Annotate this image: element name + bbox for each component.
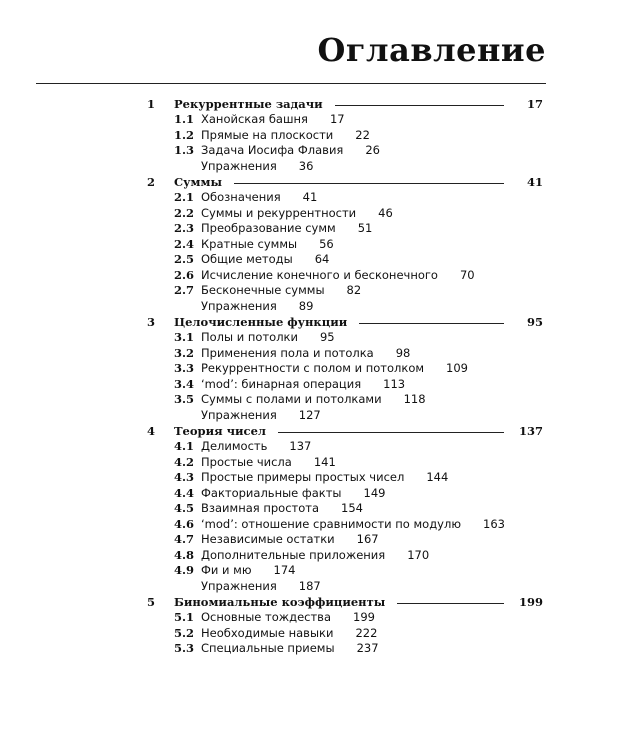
section-number: 5.2 [174, 625, 195, 640]
section-row[interactable] [0, 532, 644, 548]
section-entry [201, 470, 448, 486]
section-page-number: 26 [365, 143, 380, 157]
section-number: 2.4 [174, 236, 195, 251]
section-title: Специальные приемы [201, 641, 335, 655]
section-number: 2.2 [174, 205, 195, 220]
chapter-leader-line [335, 105, 504, 106]
chapter-leader-line [359, 323, 504, 324]
section-number: 4.1 [174, 439, 195, 453]
chapter-title-wrap [174, 174, 504, 190]
chapter-block [0, 174, 644, 314]
chapter-title-wrap [174, 594, 504, 610]
section-page-number: 98 [395, 345, 411, 360]
section-entry [201, 283, 361, 299]
section-page-number: 167 [356, 532, 379, 546]
section-entry [201, 392, 426, 408]
section-page-number: 82 [346, 283, 362, 297]
section-entry [201, 377, 405, 393]
section-page-number: 118 [403, 392, 426, 406]
section-title: Факториальные факты [201, 485, 342, 500]
section-row[interactable] [0, 159, 644, 175]
section-row[interactable] [0, 610, 644, 626]
section-page-number: 89 [298, 298, 314, 313]
section-entry [201, 439, 311, 455]
section-row[interactable] [0, 455, 644, 471]
section-row[interactable] [0, 408, 644, 424]
section-number: 5.1 [174, 610, 195, 624]
chapter-title: Биномиальные коэффициенты [174, 595, 386, 609]
title-rule [36, 83, 546, 84]
chapter-number: 4 [147, 424, 156, 438]
section-number: 3.1 [174, 330, 195, 344]
section-number: 4.7 [174, 532, 195, 546]
section-number: 2.1 [174, 190, 195, 204]
section-number: 2.6 [174, 267, 195, 282]
section-row[interactable] [0, 283, 644, 299]
chapter-page-number: 17 [526, 97, 543, 111]
section-row[interactable] [0, 470, 644, 486]
chapter-page-number: 95 [526, 315, 543, 329]
section-title: Обозначения [201, 190, 281, 204]
chapter-row[interactable] [0, 96, 644, 112]
section-number: 4.3 [174, 470, 195, 484]
section-row[interactable] [0, 392, 644, 408]
section-title: Простые примеры простых чисел [201, 470, 405, 484]
section-entry [201, 563, 295, 579]
section-number: 5.3 [174, 641, 195, 655]
section-number: 4.4 [174, 485, 195, 500]
section-entry [201, 579, 321, 595]
section-page-number: 163 [483, 516, 505, 531]
section-row[interactable] [0, 237, 644, 253]
section-title: Простые числа [201, 454, 292, 469]
chapter-title: Рекуррентные задачи [174, 97, 323, 111]
section-number: 1.2 [174, 127, 195, 142]
section-page-number: 174 [273, 563, 296, 577]
section-page-number: 64 [314, 252, 330, 266]
section-entry [201, 455, 336, 471]
chapter-row[interactable] [0, 314, 644, 330]
section-row[interactable] [0, 439, 644, 455]
section-title: Упражнения [201, 298, 277, 313]
section-number: 3.3 [174, 361, 195, 375]
section-title: Дополнительные приложения [201, 547, 386, 562]
section-title: Рекуррентности с полом и потолком [201, 361, 425, 375]
section-title: Фи и мю [201, 563, 252, 577]
section-title: Независимые остатки [201, 532, 335, 546]
chapter-title: Суммы [174, 175, 223, 189]
chapter-block [0, 96, 644, 174]
chapter-number: 1 [147, 97, 156, 111]
section-entry [201, 626, 377, 642]
page-title: Оглавление [317, 31, 546, 69]
section-entry [201, 159, 313, 175]
chapter-block [0, 594, 644, 657]
section-number: 3.5 [174, 392, 195, 406]
section-page-number: 237 [356, 641, 379, 655]
section-title: Упражнения [201, 578, 277, 593]
section-page-number: 41 [302, 190, 318, 204]
section-number: 1.1 [174, 112, 195, 126]
section-row[interactable] [0, 112, 644, 128]
section-page-number: 170 [407, 547, 430, 562]
chapter-leader-line [234, 183, 504, 184]
section-title: Общие методы [201, 252, 293, 266]
section-page-number: 109 [446, 361, 468, 375]
section-row[interactable] [0, 268, 644, 284]
table-of-contents [0, 96, 644, 657]
chapter-block [0, 423, 644, 594]
section-page-number: 17 [329, 112, 345, 126]
section-row[interactable] [0, 330, 644, 346]
chapter-page-number: 199 [518, 595, 543, 609]
section-entry [201, 501, 363, 517]
section-row[interactable] [0, 299, 644, 315]
section-title: Необходимые навыки [201, 625, 334, 640]
section-page-number: 222 [355, 625, 378, 640]
section-number: 3.4 [174, 376, 195, 391]
section-row[interactable] [0, 143, 644, 159]
section-number: 1.3 [174, 143, 195, 157]
section-row[interactable] [0, 548, 644, 564]
section-row[interactable] [0, 579, 644, 595]
section-title: Упражнения [201, 407, 277, 422]
section-page-number: 95 [319, 330, 335, 344]
section-title: Суммы с полами и потолками [201, 392, 382, 406]
section-row[interactable] [0, 206, 644, 222]
section-entry [201, 330, 335, 346]
section-number: 2.7 [174, 283, 195, 297]
section-entry [201, 610, 375, 626]
section-number: 4.9 [174, 563, 195, 577]
section-page-number: 137 [289, 439, 312, 453]
section-number: 3.2 [174, 345, 195, 360]
chapter-title-wrap [174, 423, 504, 439]
section-row[interactable] [0, 563, 644, 579]
section-title: Прямые на плоскости [201, 127, 334, 142]
section-number: 4.6 [174, 516, 195, 531]
section-title: ‘mod’: бинарная операция [201, 376, 362, 391]
section-number: 2.5 [174, 252, 195, 266]
section-row[interactable] [0, 377, 644, 393]
chapter-leader-line [278, 432, 504, 433]
section-title: Основные тождества [201, 610, 332, 624]
section-row[interactable] [0, 361, 644, 377]
section-row[interactable] [0, 346, 644, 362]
section-row[interactable] [0, 486, 644, 502]
section-entry [201, 221, 372, 237]
chapter-number: 5 [147, 595, 156, 609]
section-number: 2.3 [174, 221, 195, 235]
section-number: 4.2 [174, 454, 195, 469]
section-entry [201, 408, 321, 424]
chapter-page-number: 41 [526, 175, 543, 189]
chapter-row[interactable] [0, 423, 644, 439]
section-title: Исчисление конечного и бесконечного [201, 267, 438, 282]
chapter-title: Теория чисел [174, 424, 266, 438]
section-entry [201, 517, 505, 533]
section-title: Суммы и рекуррентности [201, 205, 357, 220]
section-page-number: 46 [378, 205, 393, 220]
section-entry [201, 112, 345, 128]
section-row[interactable] [0, 501, 644, 517]
section-page-number: 127 [298, 407, 321, 422]
section-entry [201, 299, 313, 315]
section-number: 4.5 [174, 501, 195, 515]
section-row[interactable] [0, 626, 644, 642]
section-title: Преобразование сумм [201, 221, 336, 235]
chapter-title-wrap [174, 96, 504, 112]
section-entry [201, 128, 370, 144]
section-entry [201, 206, 393, 222]
section-page-number: 187 [298, 578, 321, 593]
section-number: 4.8 [174, 547, 195, 562]
section-title: Упражнения [201, 158, 277, 173]
section-page-number: 154 [341, 501, 363, 515]
section-title: Взаимная простота [201, 501, 319, 515]
chapter-title: Целочисленные функции [174, 315, 348, 329]
chapter-number: 2 [147, 175, 156, 189]
section-title: Полы и потолки [201, 330, 298, 344]
section-title: Применения пола и потолка [201, 345, 374, 360]
section-page-number: 70 [459, 267, 475, 282]
section-entry [201, 268, 475, 284]
chapter-leader-line [397, 603, 504, 604]
chapter-row[interactable] [0, 594, 644, 610]
section-page-number: 199 [353, 610, 375, 624]
section-row[interactable] [0, 641, 644, 657]
chapter-block [0, 314, 644, 423]
chapter-row[interactable] [0, 174, 644, 190]
section-title: Задача Иосифа Флавия [201, 143, 344, 157]
section-entry [201, 252, 329, 268]
section-row[interactable] [0, 252, 644, 268]
section-entry [201, 190, 317, 206]
section-entry [201, 237, 334, 253]
section-page-number: 149 [363, 485, 386, 500]
section-page-number: 51 [357, 221, 373, 235]
section-page-number: 36 [298, 158, 314, 173]
section-page-number: 144 [426, 470, 449, 484]
section-page-number: 22 [355, 127, 370, 142]
chapter-number: 3 [147, 315, 156, 329]
chapter-page-number: 137 [518, 424, 543, 438]
chapter-title-wrap [174, 314, 504, 330]
section-page-number: 56 [319, 236, 334, 251]
section-title: Бесконечные суммы [201, 283, 325, 297]
section-row[interactable] [0, 190, 644, 206]
section-title: ‘mod’: отношение сравнимости по модулю [201, 516, 462, 531]
section-page-number: 141 [313, 454, 336, 469]
section-title: Кратные суммы [201, 236, 298, 251]
section-entry [201, 548, 429, 564]
section-title: Делимость [201, 439, 268, 453]
section-entry [201, 532, 379, 548]
section-entry [201, 346, 410, 362]
section-entry [201, 143, 380, 159]
section-page-number: 113 [383, 376, 406, 391]
section-row[interactable] [0, 128, 644, 144]
section-row[interactable] [0, 221, 644, 237]
section-entry [201, 641, 379, 657]
section-entry [201, 486, 385, 502]
section-row[interactable] [0, 517, 644, 533]
section-title: Ханойская башня [201, 112, 308, 126]
section-entry [201, 361, 468, 377]
